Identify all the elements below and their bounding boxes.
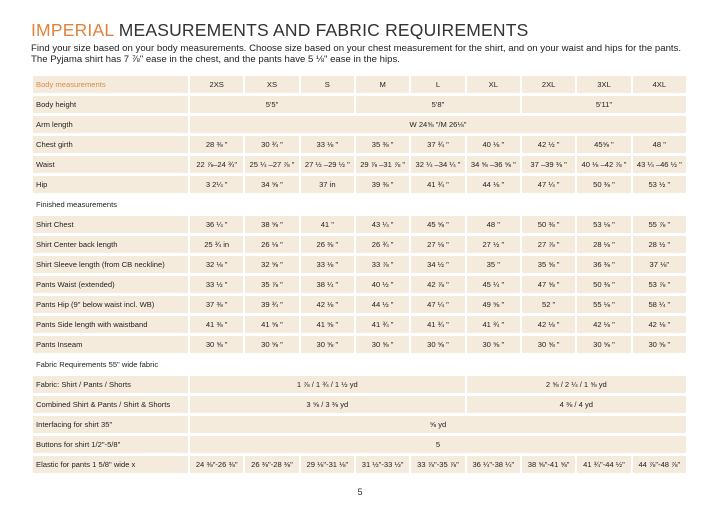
row-label: Buttons for shirt 1/2"-5/8" [33,436,188,453]
table-cell: 4 ⅜ / 4 yd [467,396,686,413]
table-cell: 27 ⅛ " [411,236,464,253]
table-cell: 50 ⅜ " [522,216,575,233]
table-row [33,316,686,333]
table-cell: 30 ⅝ " [301,336,354,353]
row-label: Pants Waist (extended) [33,276,188,293]
table-row [33,276,686,293]
table-cell: 40 ⅛ –42 ⅞ " [577,156,630,173]
table-cell: 37 –39 ⅜ " [522,156,575,173]
size-header: L [411,76,464,93]
section-row [33,196,686,213]
table-cell: 26 ⅜"-28 ⅜" [245,456,298,473]
table-cell: 31 ½"-33 ½" [356,456,409,473]
table-row [33,136,686,153]
size-header: 2XS [190,76,243,93]
header-label: Body measurements [33,76,188,93]
table-row [33,296,686,313]
table-cell: 26 ⅜ " [301,236,354,253]
table-cell: 40 ½ " [356,276,409,293]
table-cell: 30 ⅝ " [190,336,243,353]
table-cell: 35 ⅜ " [356,136,409,153]
table-cell: 5'5" [190,96,354,113]
table-cell: 47 ¼ " [522,176,575,193]
row-label: Combined Shirt & Pants / Shirt & Shorts [33,396,188,413]
table-row [33,436,686,453]
table-cell: 50 ⅜ " [577,276,630,293]
table-cell: 42 ⅞ " [411,276,464,293]
table-cell: 36 ¼ " [190,216,243,233]
table-cell: 37 ⅛" [633,256,686,273]
table-cell: 44 ½ " [356,296,409,313]
table-row [33,376,686,393]
page-title [31,20,528,41]
table-cell: 30 ¾ " [245,136,298,153]
table-row [33,336,686,353]
table-cell: 53 ⅛ " [577,216,630,233]
row-label: Elastic for pants 1 5/8" wide x [33,456,188,473]
size-header: 2XL [522,76,575,93]
table-cell: 24 ⅜"-26 ⅜" [190,456,243,473]
table-cell: 34 ½ " [411,256,464,273]
title-accent: IMPERIAL [31,20,114,40]
table-cell: 47 ¼ " [411,296,464,313]
row-label: Arm length [33,116,188,133]
table-cell: 5'8" [356,96,520,113]
table-cell: 30 ⅝ " [467,336,520,353]
table-cell: 52 " [522,296,575,313]
table-cell: 44 ⅛ " [467,176,520,193]
table-cell: 40 ⅛ " [467,136,520,153]
table-cell: 30 ⅝ " [522,336,575,353]
table-cell: 37 ¾ " [411,136,464,153]
row-label: Body height [33,96,188,113]
table-row [33,236,686,253]
table-cell: 41 ¾"-44 ½" [577,456,630,473]
table-cell: 42 ⅛ " [577,316,630,333]
table-cell: 41 ¾ " [467,316,520,333]
table-row [33,156,686,173]
row-label: Pants Side length with waistband [33,316,188,333]
size-header: 4XL [633,76,686,93]
table-cell: 32 ¼ –34 ¼ " [411,156,464,173]
table-row [33,96,686,113]
table-cell: 1 ⅞ / 1 ¾ / 1 ½ yd [190,376,465,393]
table-cell: 42 ⅛ " [522,316,575,333]
table-cell: W 24⅝ "/M 26⅛" [190,116,686,133]
table-cell: 30 ⅝ " [633,336,686,353]
table-cell: 5 [190,436,686,453]
table-cell: 42 ⅛ " [633,316,686,333]
table-cell: 27 ⅞ " [522,236,575,253]
table-cell: 41 ¾ " [356,316,409,333]
table-cell: 48 " [633,136,686,153]
table-row [33,456,686,473]
table-cell: 5'11" [522,96,686,113]
table-cell: 43 ¼ " [356,216,409,233]
row-label: Waist [33,156,188,173]
table-cell: 28 ⅛ " [577,236,630,253]
table-cell: 34 ⅝ " [245,176,298,193]
table-cell: 39 ¾ " [245,296,298,313]
table-row [33,116,686,133]
section-label-finished: Finished measurements [33,196,686,213]
table-cell: 25 ¾ in [190,236,243,253]
table-cell: 41 ⅝ " [301,316,354,333]
section-label-fabric: Fabric Requirements 55" wide fabric [33,356,686,373]
table-cell: ⅝ yd [190,416,686,433]
table-cell: 26 ¾ " [356,236,409,253]
table-cell: 53 ½ " [633,176,686,193]
table-cell: 38 ⅝"-41 ⅝" [522,456,575,473]
table-cell: 39 ⅜ " [356,176,409,193]
table-cell: 42 ⅛ " [301,296,354,313]
table-row [33,396,686,413]
row-label: Hip [33,176,188,193]
table-cell: 2 ⅝ / 2 ¼ / 1 ⅝ yd [467,376,686,393]
table-cell: 41 ¾ " [411,316,464,333]
table-cell: 53 ⅞ " [633,276,686,293]
table-row [33,416,686,433]
row-label: Shirt Sleeve length (from CB neckline) [33,256,188,273]
table-cell: 25 ¼ –27 ⅞ " [245,156,298,173]
row-label: Interfacing for shirt 35" [33,416,188,433]
table-cell: 37 in [301,176,354,193]
row-label: Shirt Center back length [33,236,188,253]
size-header: 3XL [577,76,630,93]
table-cell: 22 ⅞–24 ¾" [190,156,243,173]
row-label: Chest girth [33,136,188,153]
row-label: Shirt Chest [33,216,188,233]
table-cell: 34 ⅝ –36 ⅝ " [467,156,520,173]
table-cell: 33 ⅛ " [301,256,354,273]
table-cell: 33 ⅛ " [301,136,354,153]
size-header: XS [245,76,298,93]
row-label: Pants Inseam [33,336,188,353]
size-header: XL [467,76,520,93]
intro-text: Find your size based on your body measurements. Choose size based on your chest measurement for the shirt, and on your waist and hips for the pants. The Pyjama shirt has 7 ⅞" ease in the chest, and the pants have 5 ⅛" ease in the hips. [31,43,682,65]
table-cell: 41 ⅝ " [245,316,298,333]
table-cell: 38 ¼ " [301,276,354,293]
table-cell: 49 ⅝ " [467,296,520,313]
table-cell: 35 ⅝ " [522,256,575,273]
table-cell: 35 " [467,256,520,273]
size-header: M [356,76,409,93]
table-cell: 29 ⅞ –31 ⅞ " [356,156,409,173]
table-cell: 36 ¼"-38 ¼" [467,456,520,473]
table-row [33,256,686,273]
table-cell: 35 ⅞ " [245,276,298,293]
table-cell: 30 ⅝ " [356,336,409,353]
table-cell: 47 ⅝ " [522,276,575,293]
row-label: Fabric: Shirt / Pants / Shorts [33,376,188,393]
section-row [33,356,686,373]
table-cell: 45 ⅝ " [411,216,464,233]
table-cell: 55 ⅞ " [633,216,686,233]
table-cell: 43 ¼ –46 ½ " [633,156,686,173]
table-cell: 33 ⅞ " [356,256,409,273]
table-row [33,216,686,233]
table-cell: 44 ⅞"-48 ⅞" [633,456,686,473]
table-cell: 45⅝ " [577,136,630,153]
table-cell: 32 ⅛ " [190,256,243,273]
table-cell: 26 ⅛ " [245,236,298,253]
size-header-row [33,76,686,93]
table-row [33,176,686,193]
table-cell: 42 ½ " [522,136,575,153]
table-cell: 27 ½ –29 ½ " [301,156,354,173]
measurements-table [31,73,688,476]
table-cell: 41 " [301,216,354,233]
table-cell: 30 ⅝ " [245,336,298,353]
table-cell: 41 ⅜ " [190,316,243,333]
row-label: Pants Hip (9" below waist incl. WB) [33,296,188,313]
table-cell: 36 ⅜ " [577,256,630,273]
table-cell: 48 " [467,216,520,233]
table-cell: 32 ⅝ " [245,256,298,273]
table-cell: 3 ⅝ / 3 ⅜ yd [190,396,465,413]
page-number: 5 [357,487,363,497]
table-cell: 33 ½ " [190,276,243,293]
table-cell: 30 ⅝ " [577,336,630,353]
table-cell: 45 ¼ " [467,276,520,293]
title-rest: MEASUREMENTS AND FABRIC REQUIREMENTS [113,20,529,40]
table-cell: 3 2¼ " [190,176,243,193]
table-cell: 27 ½ " [467,236,520,253]
table-cell: 28 ½ " [633,236,686,253]
table-cell: 37 ⅜ " [190,296,243,313]
table-cell: 30 ⅝ " [411,336,464,353]
table-cell: 38 ⅝ " [245,216,298,233]
table-cell: 50 ⅜ " [577,176,630,193]
table-cell: 41 ¾ " [411,176,464,193]
table-cell: 55 ⅛ " [577,296,630,313]
table-cell: 29 ⅛"-31 ⅛" [301,456,354,473]
table-cell: 58 ¼ " [633,296,686,313]
size-header: S [301,76,354,93]
table-cell: 28 ⅜ " [190,136,243,153]
table-cell: 33 ⅞"-35 ⅞" [411,456,464,473]
